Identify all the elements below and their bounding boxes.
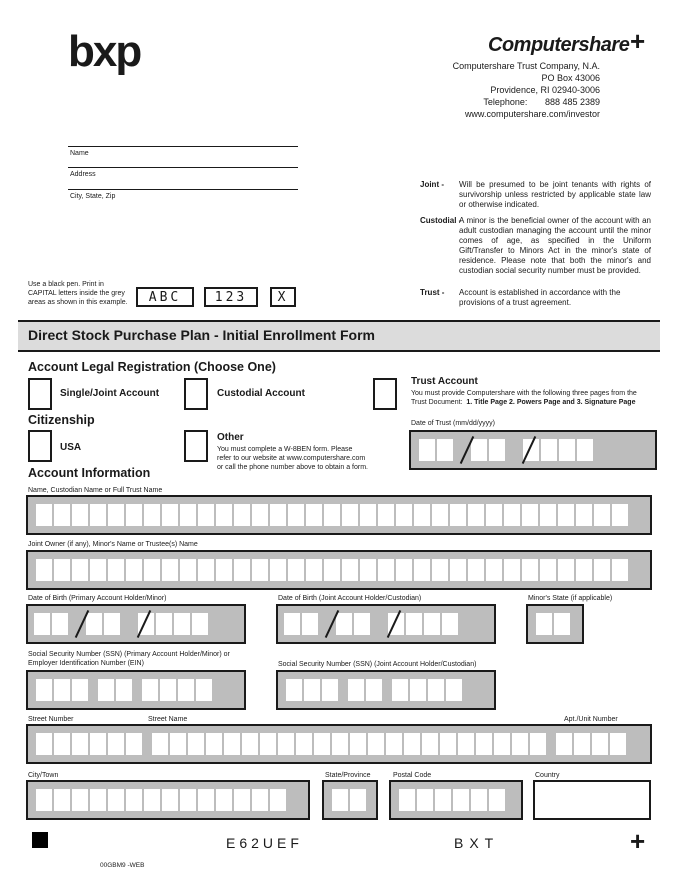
postal-field[interactable] [389,780,523,820]
trust-note-line-1: You must provide Computershare with the following three pages from the [411,390,637,397]
company-name: Computershare Trust Company, N.A. [452,61,600,71]
dob-joint-label: Date of Birth (Joint Account Holder/Custodian) [278,595,422,602]
trust-note [411,389,661,407]
minor-state-cells [536,613,570,635]
company-po-box: PO Box 43006 [541,73,600,83]
account-info-heading: Account Information [28,466,151,480]
custodial-term: Custodial - [420,216,462,225]
custodial-checkbox[interactable] [184,378,208,410]
trust-label: Trust Account [411,376,478,387]
city-town-label: City/Town [28,772,59,779]
joint-term: Joint - [420,180,444,189]
apt-label: Apt./Unit Number [564,716,618,723]
joint-field-label: Joint Owner (if any), Minor's Name or Trustee(s) Name [28,541,198,548]
dob-primary-label: Date of Birth (Primary Account Holder/Minor) [28,595,167,602]
sample-letters: ABC [136,287,194,307]
name-field-label: Name, Custodian Name or Full Trust Name [28,487,163,494]
trust-term: Trust - [420,288,445,297]
address-label: Address [70,171,96,178]
registration-square-icon [32,832,48,848]
state-cells [332,789,366,811]
form-title-bar [18,320,660,352]
ssn-joint-label: Social Security Number (SSN) (Joint Account Holder/Custodian) [278,661,477,668]
full-name-field[interactable] [26,495,652,535]
ssn-primary-field[interactable] [26,670,246,710]
sample-mark: X [270,287,296,307]
ssn-joint-field[interactable] [276,670,496,710]
custodial-definition: A minor is the beneficial owner of the account with an adult custodian managing the account until the minor comes of age, as specified in the Uniform Gift/Transfer to Minors Act in the minor's state of residence. Please note that both the minor's and custodian social security number must be provided. [459,216,651,275]
ssn-primary-label [28,650,230,668]
ssn-primary-cells [36,679,212,701]
instructions [28,280,138,307]
country-field[interactable] [533,780,651,820]
dob-joint-cells [284,613,458,635]
other-label: Other [217,432,244,443]
registration-mark-icon: + [630,26,646,56]
form-title: Direct Stock Purchase Plan - Initial Enrollment Form [28,327,375,343]
other-note-line-2: refer to our website at www.computershare.com [217,455,366,462]
city-cells [36,789,286,811]
city-label: City, State, Zip [70,193,116,200]
instruction-line-3: areas as shown in this example. [28,299,128,306]
date-of-trust-label: Date of Trust (mm/dd/yyyy) [411,420,496,427]
instruction-line-1: Use a black pen. Print in [28,281,104,288]
instruction-line-2: CAPITAL letters inside the grey [28,290,125,297]
ssn-joint-cells [286,679,462,701]
minor-state-field[interactable] [526,604,584,644]
registration-heading: Account Legal Registration (Choose One) [28,360,276,374]
joint-definition: Will be presumed to be joint tenants with rights of survivorship unless restricted by applicable state law or otherwise indicated. [459,180,651,209]
city-field[interactable] [26,780,310,820]
ssn-primary-line-2: Employer Identification Number (EIN) [28,660,144,667]
sample-numbers: 123 [204,287,258,307]
registration-mark-bottom-icon: + [630,826,646,856]
company-address [360,60,600,120]
company-city: Providence, RI 02940-3006 [490,85,600,95]
state-label: State/Province [325,772,371,779]
dob-primary-cells [34,613,208,635]
country-label: Country [535,772,560,779]
joint-owner-field[interactable] [26,550,652,590]
trust-definition: Account is established in accordance with the provisions of a trust agreement. [459,288,621,307]
name-label: Name [70,150,89,157]
postal-cells [399,789,505,811]
address-line [68,167,298,168]
other-note-line-1: You must complete a W-8BEN form. Please [217,446,353,453]
street-address-cells [36,733,626,755]
bxp-logo: bxp [68,27,141,76]
trust-checkbox[interactable] [373,378,397,410]
usa-label: USA [60,442,82,453]
other-note-line-3: or call the phone number above to obtain a form. [217,464,368,471]
other-checkbox[interactable] [184,430,208,462]
usa-checkbox[interactable] [28,430,52,462]
dob-joint-field[interactable] [276,604,496,644]
date-of-trust-field[interactable] [409,430,657,470]
citizenship-heading: Citizenship [28,413,95,427]
postal-label: Postal Code [393,772,432,779]
state-field[interactable] [322,780,378,820]
name-line [68,146,298,147]
footer-code-left: E62UEF [226,835,303,851]
street-name-label: Street Name [148,716,188,723]
street-number-label: Street Number [28,716,74,723]
single-joint-checkbox[interactable] [28,378,52,410]
minor-state-label: Minor's State (if applicable) [528,595,613,602]
computershare-logo: Computershare [488,34,630,56]
dob-primary-field[interactable] [26,604,246,644]
date-of-trust-cells [419,439,593,461]
full-name-cells [36,504,628,526]
footer-code-right: BXT [454,835,500,851]
city-line [68,189,298,190]
company-website: www.computershare.com/investor [464,109,600,119]
company-telephone: Telephone: 888 485 2389 [483,97,600,107]
street-address-field[interactable] [26,724,652,764]
form-id: 00GBM9 -WEB [100,862,145,869]
joint-owner-cells [36,559,628,581]
trust-note-line-2: Trust Document: 1. Title Page 2. Powers Page and 3. Signature Page [411,399,636,406]
other-note [217,445,397,472]
custodial-label: Custodial Account [217,388,305,399]
single-joint-label: Single/Joint Account [60,388,160,399]
ssn-primary-line-1: Social Security Number (SSN) (Primary Account Holder/Minor) or [28,651,230,658]
